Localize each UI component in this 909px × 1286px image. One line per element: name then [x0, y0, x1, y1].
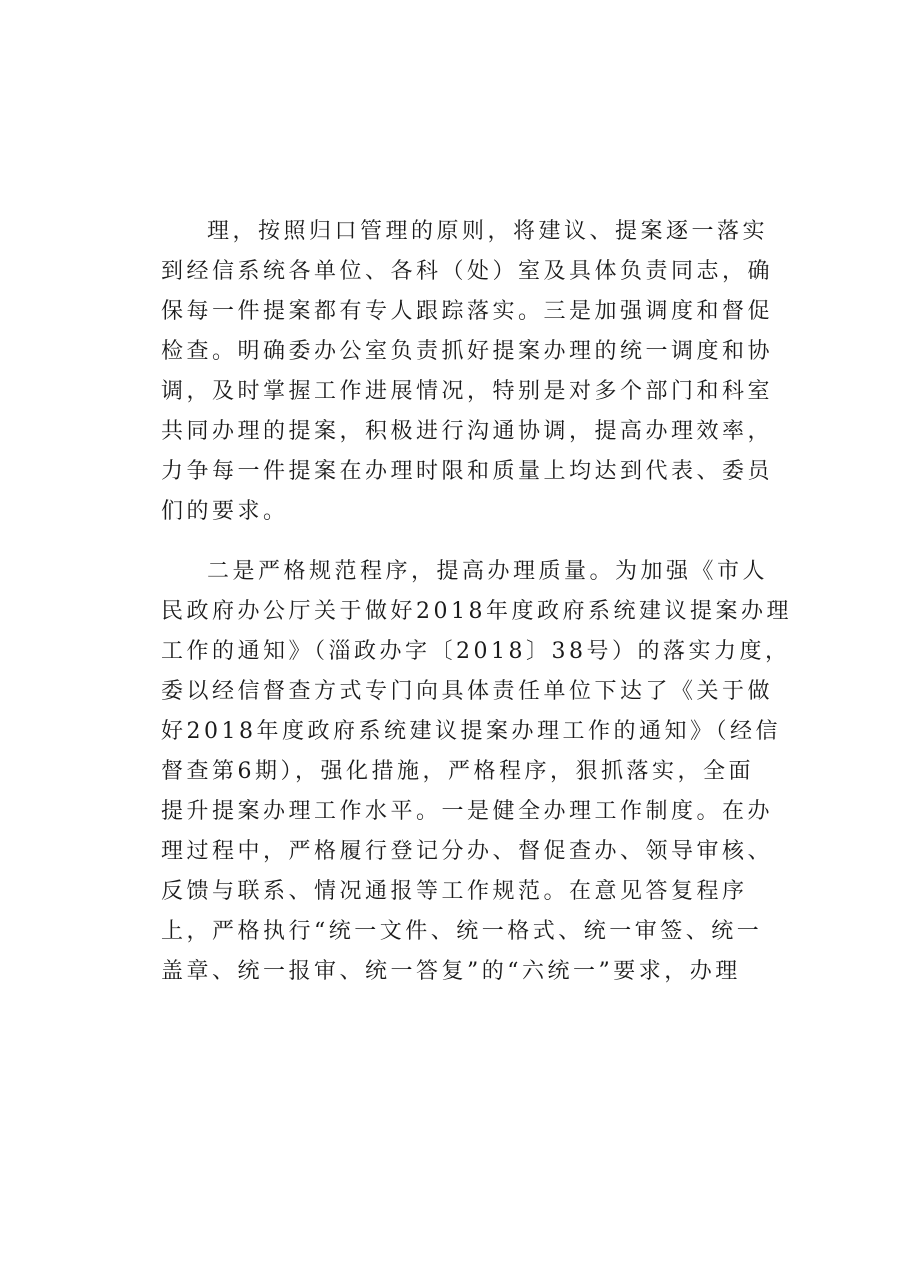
paragraph-2	[161, 552, 792, 992]
text-line: 督查第6期），强化措施，严格程序，狠抓落实，全面	[161, 759, 754, 784]
text-line: 盖章、统一报审、统一答复”的“六统一”要求，办理	[161, 959, 741, 984]
text-line: 保每一件提案都有专人跟踪落实。三是加强调度和督促	[161, 299, 774, 324]
document-body	[161, 212, 792, 992]
paragraph-1	[161, 212, 774, 532]
paragraph-spacer	[161, 532, 771, 552]
text-line: 共同办理的提案，积极进行沟通协调，提高办理效率，	[161, 419, 774, 444]
text-line: 工作的通知》（淄政办字〔2018〕38号）的落实力度，	[161, 639, 791, 664]
text-line: 力争每一件提案在办理时限和质量上均达到代表、委员	[161, 459, 774, 484]
text-line: 民政府办公厅关于做好2018年度政府系统建议提案办理	[161, 599, 792, 624]
text-line: 委以经信督查方式专门向具体责任单位下达了《关于做	[161, 679, 774, 704]
text-line: 检查。明确委办公室负责抓好提案办理的统一调度和协	[161, 339, 774, 364]
text-line: 提升提案办理工作水平。一是健全办理工作制度。在办	[161, 799, 774, 824]
text-line: 们的要求。	[161, 499, 289, 524]
text-line: 理过程中，严格履行登记分办、督促查办、领导审核、	[161, 839, 774, 864]
text-line: 好2018年度政府系统建议提案办理工作的通知》（经信	[161, 719, 781, 744]
text-line: 上，严格执行“统一文件、统一格式、统一审签、统一	[161, 919, 763, 944]
text-line: 到经信系统各单位、各科（处）室及具体负责同志，确	[161, 259, 774, 284]
text-line: 调，及时掌握工作进展情况，特别是对多个部门和科室	[161, 379, 774, 404]
text-line: 二是严格规范程序，提高办理质量。为加强《市人	[207, 559, 769, 584]
text-line: 反馈与联系、情况通报等工作规范。在意见答复程序	[161, 879, 748, 904]
text-line: 理，按照归口管理的原则，将建议、提案逐一落实	[207, 219, 769, 244]
